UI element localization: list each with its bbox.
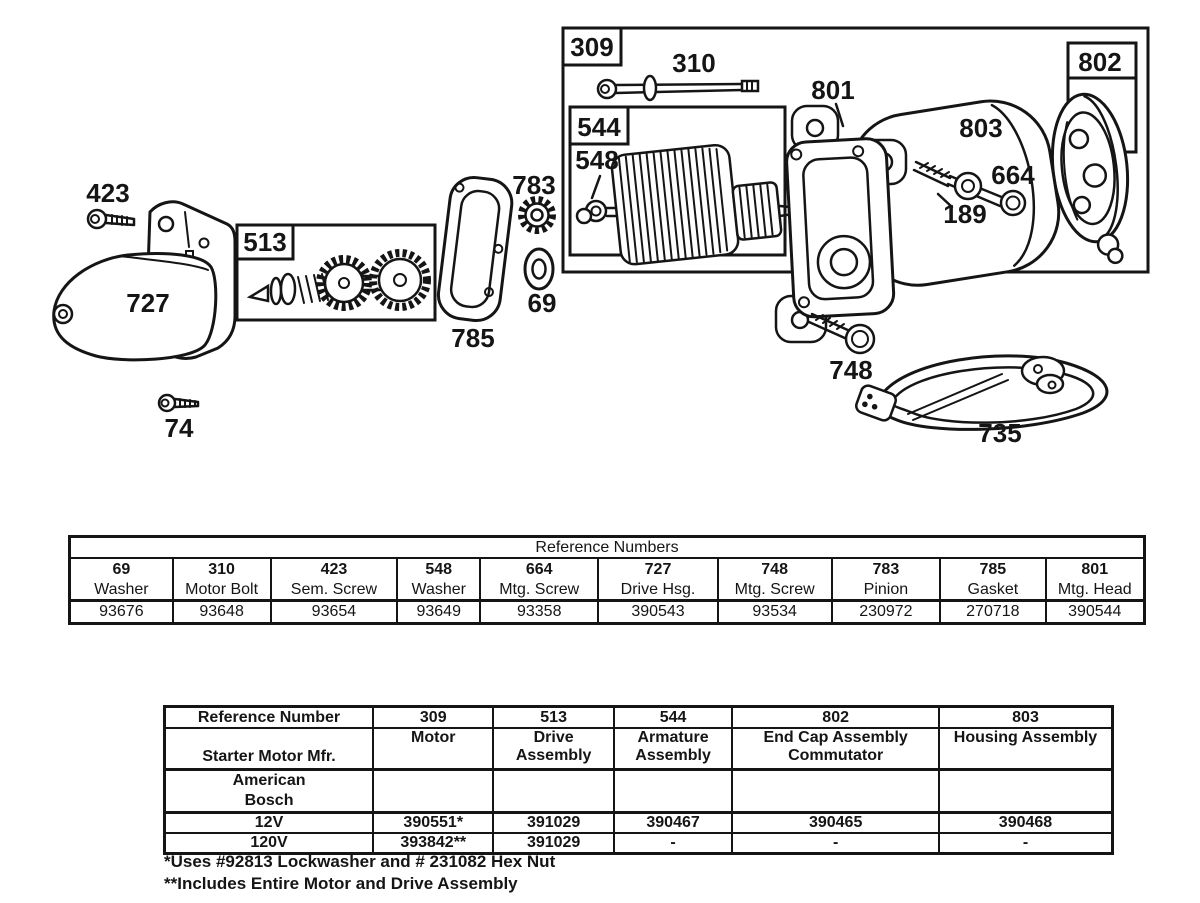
part-label-74: 74 <box>164 413 194 443</box>
ref-name-cell <box>173 558 271 601</box>
ref-table-part-row <box>70 601 1145 624</box>
ref-number: 423 <box>320 560 348 578</box>
ref-table-name-row <box>70 558 1145 601</box>
voltage-label: 12V <box>165 813 374 834</box>
part-513-drive-assembly-drawing <box>250 253 427 307</box>
ref-part-name: Mtg. Screw <box>734 580 815 598</box>
part-423-sem-screw-drawing <box>88 210 134 228</box>
ref-part-name: Motor Bolt <box>185 580 259 598</box>
voltage-label: 120V <box>165 833 374 854</box>
part-value-cell: - <box>732 833 939 854</box>
part-number-cell: 93534 <box>718 601 832 624</box>
manufacturer-line1: American <box>232 772 306 789</box>
reference-number-header: Reference Number <box>165 707 374 729</box>
part-label-801: 801 <box>811 75 855 105</box>
ref-table-title-row <box>70 537 1145 559</box>
part-number-cell: 93654 <box>271 601 398 624</box>
ref-part-name: Gasket <box>967 580 1019 598</box>
part-label-423: 423 <box>86 178 130 208</box>
ref-name-cell <box>480 558 598 601</box>
reference-numbers-table <box>68 535 1146 625</box>
column-ref-header: 544 <box>614 707 733 729</box>
part-label-544: 544 <box>577 112 621 142</box>
footnote-lockwasher: *Uses #92813 Lockwasher and # 231082 Hex Nut <box>164 852 556 871</box>
ref-table-title: Reference Numbers <box>70 537 1145 559</box>
assembly-name-cell: Housing Assembly <box>939 728 1113 770</box>
ref-number: 727 <box>644 560 672 578</box>
ref-part-name: Drive Hsg. <box>620 580 696 598</box>
part-label-748: 748 <box>829 355 873 385</box>
empty-cell <box>373 770 493 813</box>
ref-number: 783 <box>872 560 900 578</box>
part-value-cell: - <box>614 833 733 854</box>
part-value-cell: 391029 <box>493 833 613 854</box>
part-number-cell: 93676 <box>70 601 173 624</box>
ref-part-name: Washer <box>94 580 149 598</box>
footnote-includes: **Includes Entire Motor and Drive Assembly <box>164 874 518 893</box>
manufacturer-row <box>165 770 1113 813</box>
part-number-cell: 93358 <box>480 601 598 624</box>
part-number-cell: 230972 <box>832 601 941 624</box>
ref-part-name: Pinion <box>863 580 909 598</box>
column-ref-header: 803 <box>939 707 1113 729</box>
part-number-cell: 390544 <box>1046 601 1145 624</box>
empty-cell <box>614 770 733 813</box>
part-785-gasket-drawing <box>436 175 515 323</box>
part-69-washer-drawing <box>525 249 553 289</box>
part-value-cell: 390465 <box>732 813 939 834</box>
manufacturer-line2: Bosch <box>244 792 294 809</box>
ref-number: 664 <box>525 560 553 578</box>
part-value-cell: 390468 <box>939 813 1113 834</box>
part-74-screw-drawing <box>159 395 198 411</box>
ref-name-cell <box>1046 558 1145 601</box>
part-number-cell: 390543 <box>598 601 717 624</box>
ref-name-cell <box>832 558 941 601</box>
column-ref-header: 309 <box>373 707 493 729</box>
ref-number: 69 <box>112 560 131 578</box>
part-label-803: 803 <box>959 113 1003 143</box>
mfr-table-assembly-row <box>165 728 1113 770</box>
assembly-name-cell: End Cap Assembly Commutator <box>732 728 939 770</box>
ref-part-name: Mtg. Screw <box>499 580 580 598</box>
part-label-785: 785 <box>451 323 495 353</box>
ref-number: 748 <box>761 560 788 578</box>
part-label-735: 735 <box>978 418 1022 448</box>
part-label-69: 69 <box>527 288 557 318</box>
part-value-cell: 393842** <box>373 833 493 854</box>
ref-number: 801 <box>1081 560 1109 578</box>
ref-name-cell <box>397 558 480 601</box>
part-value-cell: 390467 <box>614 813 733 834</box>
part-label-802: 802 <box>1078 47 1122 77</box>
part-number-cell: 93649 <box>397 601 480 624</box>
part-801-mounting-head-drawing <box>776 104 906 342</box>
column-ref-header: 513 <box>493 707 613 729</box>
ref-part-name: Sem. Screw <box>290 580 378 598</box>
ref-name-cell <box>70 558 173 601</box>
part-value-cell: 390551* <box>373 813 493 834</box>
ref-name-cell <box>718 558 832 601</box>
part-label-189: 189 <box>943 199 987 229</box>
assembly-name-cell: Armature Assembly <box>614 728 733 770</box>
starter-motor-mfr-header: Starter Motor Mfr. <box>165 728 374 770</box>
assembly-name-cell: Drive Assembly <box>493 728 613 770</box>
voltage-12v-row <box>165 813 1113 834</box>
part-number-cell: 270718 <box>940 601 1045 624</box>
empty-cell <box>493 770 613 813</box>
column-ref-header: 802 <box>732 707 939 729</box>
part-label-548: 548 <box>575 145 619 175</box>
starter-motor-mfr-table <box>163 705 1114 855</box>
empty-cell <box>939 770 1113 813</box>
part-label-513: 513 <box>243 227 287 257</box>
part-value-cell: - <box>939 833 1113 854</box>
ref-number: 548 <box>425 560 453 578</box>
footnotes <box>164 851 555 895</box>
part-label-309: 309 <box>570 32 614 62</box>
part-label-310: 310 <box>672 48 716 78</box>
part-783-pinion-drawing <box>522 200 552 230</box>
part-label-727: 727 <box>126 288 170 318</box>
ref-name-cell <box>271 558 398 601</box>
empty-cell <box>732 770 939 813</box>
ref-number: 310 <box>208 560 235 578</box>
ref-name-cell <box>598 558 717 601</box>
ref-number: 785 <box>979 560 1007 578</box>
part-310-motor-bolt-drawing <box>598 76 758 100</box>
part-label-664: 664 <box>991 160 1035 190</box>
ref-name-cell <box>940 558 1045 601</box>
ref-part-name: Mtg. Head <box>1057 580 1132 598</box>
part-number-cell: 93648 <box>173 601 271 624</box>
assembly-name-cell: Motor <box>373 728 493 770</box>
mfr-table-header-row <box>165 707 1113 729</box>
part-label-783: 783 <box>512 170 556 200</box>
ref-part-name: Washer <box>411 580 466 598</box>
manufacturer-name-cell <box>165 770 374 813</box>
part-value-cell: 391029 <box>493 813 613 834</box>
